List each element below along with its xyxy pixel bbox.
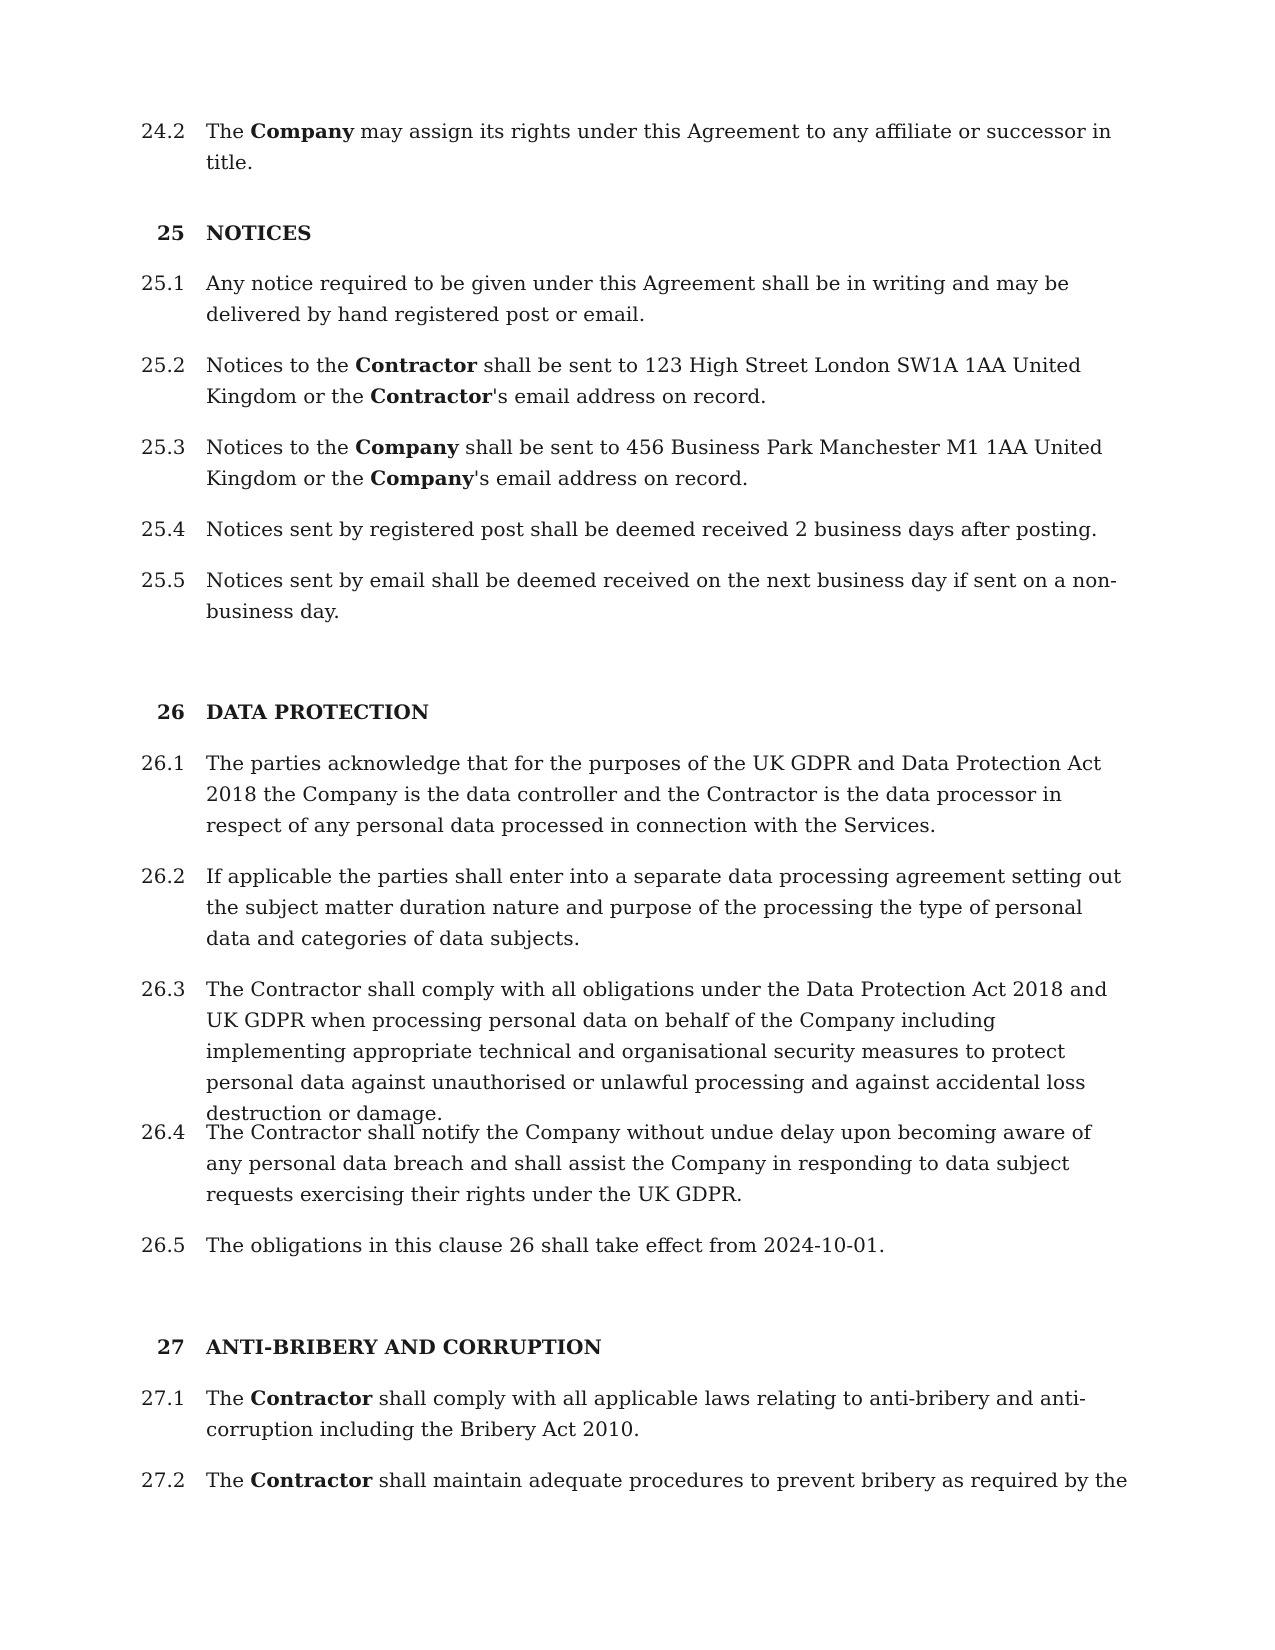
clause-number: 25.4 <box>141 517 186 541</box>
clause-text: Notices sent by email shall be deemed received on the next business day if sent on a non-business day. <box>206 568 1117 623</box>
clause-text: Notices to the Contractor shall be sent to 123 High Street London SW1A 1AA United Kingdom or the Contractor's email address on record. <box>206 353 1082 408</box>
clause-number: 26.1 <box>141 751 186 775</box>
clause-text: The Contractor shall maintain adequate procedures to prevent bribery as required by the <box>206 1468 1128 1492</box>
section-number: 27 <box>157 1335 185 1359</box>
clause-number: 25.1 <box>141 271 186 295</box>
clause-number: 25.3 <box>141 435 186 459</box>
section-title: NOTICES <box>206 221 312 245</box>
section-number: 25 <box>157 221 185 245</box>
clause-text: The Company may assign its rights under this Agreement to any affiliate or successor in title. <box>206 119 1112 174</box>
clause-text: Notices sent by registered post shall be deemed received 2 business days after posting. <box>206 517 1098 541</box>
clause-number: 26.2 <box>141 864 186 888</box>
clause-number: 26.3 <box>141 977 186 1001</box>
clause-number: 27.1 <box>141 1386 186 1410</box>
section-title: ANTI-BRIBERY AND CORRUPTION <box>206 1335 602 1359</box>
clause-text: Notices to the Company shall be sent to 456 Business Park Manchester M1 1AA United Kingdom or the Company's email address on record. <box>206 435 1103 490</box>
clause-number: 26.5 <box>141 1233 186 1257</box>
clause-text: The Contractor shall comply with all applicable laws relating to anti-bribery and anti-corruption including the Bribery Act 2010. <box>206 1386 1086 1441</box>
clause-text: The obligations in this clause 26 shall take effect from 2024-10-01. <box>206 1233 885 1257</box>
clause-number: 26.4 <box>141 1120 186 1144</box>
clause-number: 24.2 <box>141 119 186 143</box>
clause-number: 27.2 <box>141 1468 186 1492</box>
clause-text: The Contractor shall comply with all obligations under the Data Protection Act 2018 and UK GDPR when processing personal data on behalf of the Company including implementing appropriate technical and organisational security measures to protect personal data against unauthorised or unlawful processing and against accidental loss destruction or damage. <box>206 977 1108 1125</box>
clause-text: The parties acknowledge that for the purposes of the UK GDPR and Data Protection Act 2018 the Company is the data controller and the Contractor is the data processor in respect of any personal data processed in connection with the Services. <box>206 751 1102 837</box>
clause-text: The Contractor shall notify the Company without undue delay upon becoming aware of any personal data breach and shall assist the Company in responding to data subject requests exercising their rights under the UK GDPR. <box>206 1120 1092 1206</box>
section-title: DATA PROTECTION <box>206 700 430 724</box>
section-number: 26 <box>157 700 185 724</box>
clause-number: 25.2 <box>141 353 186 377</box>
clause-number: 25.5 <box>141 568 186 592</box>
clause-text: Any notice required to be given under this Agreement shall be in writing and may be delivered by hand registered post or email. <box>206 271 1070 326</box>
clause-text: If applicable the parties shall enter into a separate data processing agreement setting out the subject matter duration nature and purpose of the processing the type of personal data and categories of data subjects. <box>206 864 1122 950</box>
